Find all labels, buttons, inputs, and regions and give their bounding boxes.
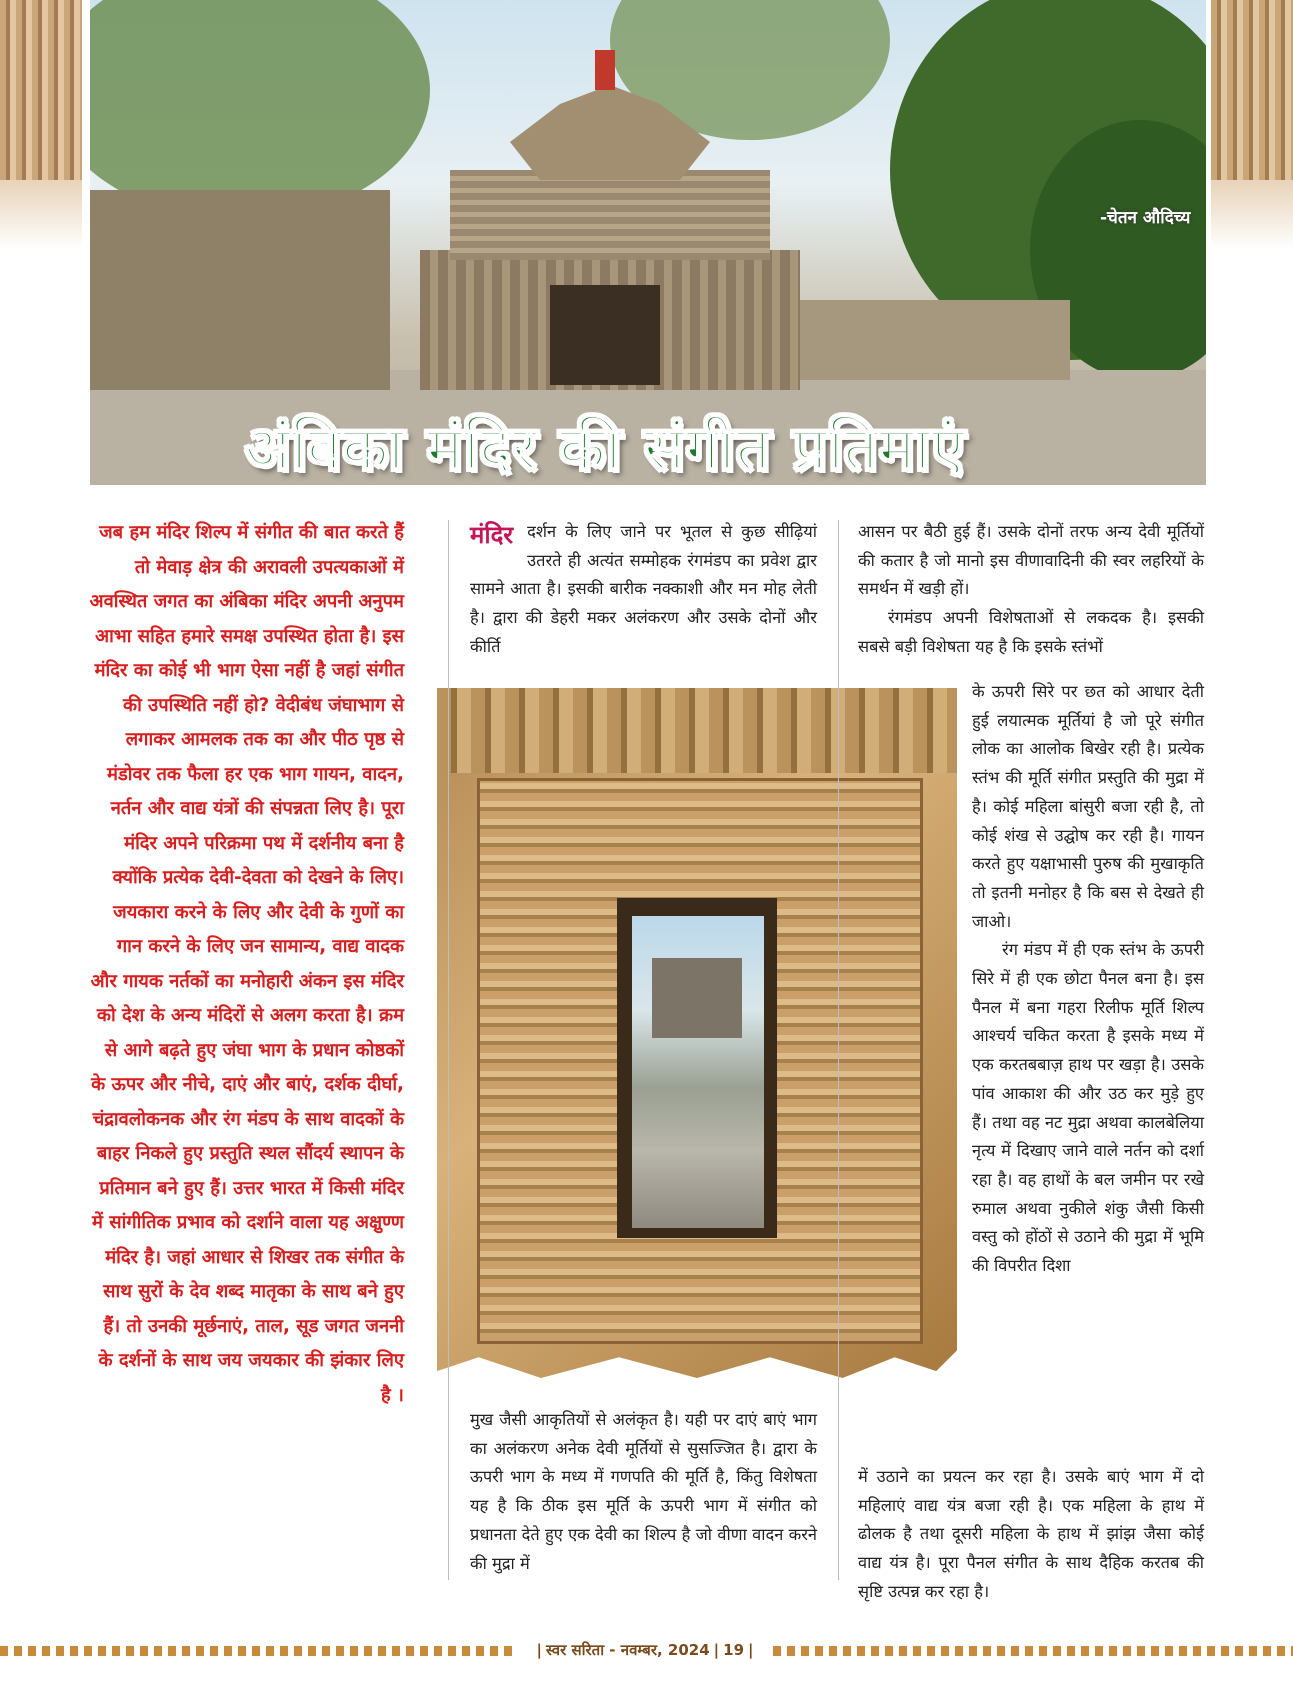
column-divider-1 — [448, 520, 449, 1580]
magazine-name: स्वर सरिता - नवम्बर, 2024 — [545, 1641, 710, 1659]
column-3-wrap — [972, 678, 1204, 1281]
right-ornament-strip — [1211, 0, 1293, 180]
column-3-para-3: रंग मंडप में ही एक स्तंभ के ऊपरी सिरे में ही एक छोटा पैनल बना है। इस पैनल में बना गहरा रिलीफ मूर्ति शिल्प आश्चर्य चकित करता है इसके मध्य में एक करतबबाज़ हाथ पर खड़ा है। उसके पांव आकाश की और उठ कर मुड़े हुए हैं। तथा वह नट मुद्रा अथवा कालबेलिया नृत्य में दिखाए जाने वाले नर्तन को दर्शा रहा है। वह हाथों के बल जमीन पर रखे रुमाल अथवा नुकीले शंकु जैसी किसी वस्तु को होंठों से उठाने की मुद्रा में भूमि की विपरीत दिशा — [972, 940, 1204, 1276]
left-ornament-strip — [0, 0, 82, 180]
column-2-bottom-text: मुख जैसी आकृतियों से अलंकृत है। यही पर दाएं बाएं भाग का अलंकरण अनेक देवी मूर्तियों से सुसज्जित है। द्वारा के ऊपरी भाग के मध्य में गणपति की मूर्ति है, किंतु विशेषता यह है कि ठीक इस मूर्ति के ऊपरी भाग में संगीत को प्रधानता देते हुए एक देवी का शिल्प है जो वीणा वादन करने की मुद्रा में — [470, 1410, 817, 1573]
footer-text: | स्वर सरिता - नवम्बर, 2024 | 19 | — [536, 1641, 754, 1659]
footer-ornament-right — [773, 1646, 1293, 1656]
footer-ornament-left — [0, 1646, 515, 1656]
hero-temple-photo — [90, 0, 1206, 485]
author-byline: -चेतन औदिच्य — [1100, 208, 1191, 228]
column-3-para-4: में उठाने का प्रयत्न कर रहा है। उसके बाएं भाग में दो महिलाएं वाद्य यंत्र बजा रही है। एक महिला के हाथ में ढोलक है तथा दूसरी महिला के हाथ में झांझ जैसा कोई वाद्य यंत्र है। पूरा पैनल संगीत के साथ दैहिक करतब की सृष्टि उत्पन्न कर रहा है। — [858, 1467, 1204, 1601]
column-2-bottom — [470, 1406, 817, 1578]
column-2-top-text: दर्शन के लिए जाने पर भूतल से कुछ सीढ़ियां उतरते ही अत्यंत सम्मोहक रंगमंडप का प्रवेश द्वार सामने आता है। इसकी बारीक नक्काशी और मन मोह लेती है। द्वारा की डेहरी मकर अलंकरण और उसके दोनों और कीर्ति — [470, 522, 817, 656]
column-divider-2 — [838, 520, 839, 1580]
intro-paragraph: जब हम मंदिर शिल्प में संगीत की बात करते हैं तो मेवाड़ क्षेत्र की अरावली उपत्यकाओं में अवस्थित जगत का अंबिका मंदिर अपनी अनुपम आभा सहित हमारे समक्ष उपस्थित होता है। इस मंदिर का कोई भी भाग ऐसा नहीं है जहां संगीत की उपस्थिति नहीं हो? वेदीबंध जंघाभाग से लगाकर आमलक तक का और पीठ पृष्ठ से मंडोवर तक फैला हर एक भाग गायन, वादन, नर्तन और वाद्य यंत्रों की संपन्नता लिए है। पूरा मंदिर अपने परिक्रमा पथ में दर्शनीय बना है क्योंकि प्रत्येक देवी-देवता को देखने के लिए। जयकारा करने के लिए और देवी के गुणों का गान करने के लिए जन सामान्य, वाद्य वादक और गायक नर्तकों का मनोहारी अंकन इस मंदिर को देश के अन्य मंदिरों से अलग करता है। क्रम से आगे बढ़ते हुए जंघा भाग के प्रधान कोष्ठकों के ऊपर और नीचे, दाएं और बाएं, दर्शक दीर्घा, चंद्रावलोकनक और रंग मंडप के साथ वादकों के बाहर निकले हुए प्रस्तुति स्थल सौंदर्य स्थापन के प्रतिमान बने हुए हैं। उत्तर भारत में किसी मंदिर में सांगीतिक प्रभाव को दर्शाने वाला यह अक्षुण्ण मंदिर है। जहां आधार से शिखर तक संगीत के साथ सुरों के देव शब्द मातृका के साथ बने हुए हैं। तो उनकी मूर्छनाएं, ताल, सूड जगत जननी के दर्शनों के साथ जय जयकार की झंकार लिए है । — [89, 522, 404, 1406]
article-title: अंबिका मंदिर की संगीत प्रतिमाएं — [244, 414, 966, 484]
inset-doorway-photo — [437, 688, 957, 1378]
page-footer — [0, 1640, 1293, 1664]
column-3-para-2b: के ऊपरी सिरे पर छत को आधार देती हुई लयात्मक मूर्तियां है जो पूरे संगीत लोक का आलोक बिखेर रही है। प्रत्येक स्तंभ की मूर्ति संगीत प्रस्तुति की मुद्रा में है। कोई महिला बांसुरी बजा रही है, तो कोई शंख से उद्घोष कर रही है। गायन करते हुए यक्षाभासी पुरुष की मुखाकृति तो इतनी मनोहर है कि बस से देखते ही जाओ। — [972, 682, 1204, 931]
column-3-para-1: आसन पर बैठी हुई हैं। उसके दोनों तरफ अन्य देवी मूर्तियों की कतार है जो मानो इस वीणावादिनी की स्वर लहरियों के समर्थन में खड़ी हों। — [858, 522, 1204, 599]
page-number: 19 — [723, 1641, 745, 1659]
column-3-top — [858, 518, 1204, 662]
column-2-top — [470, 518, 817, 662]
column-3-bottom — [858, 1463, 1204, 1607]
dropcap-word: मंदिर — [470, 521, 514, 549]
column-3-para-2a: रंगमंडप अपनी विशेषताओं से लकदक है। इसकी सबसे बड़ी विशेषता यह है कि इसके स्तंभों — [858, 608, 1204, 656]
